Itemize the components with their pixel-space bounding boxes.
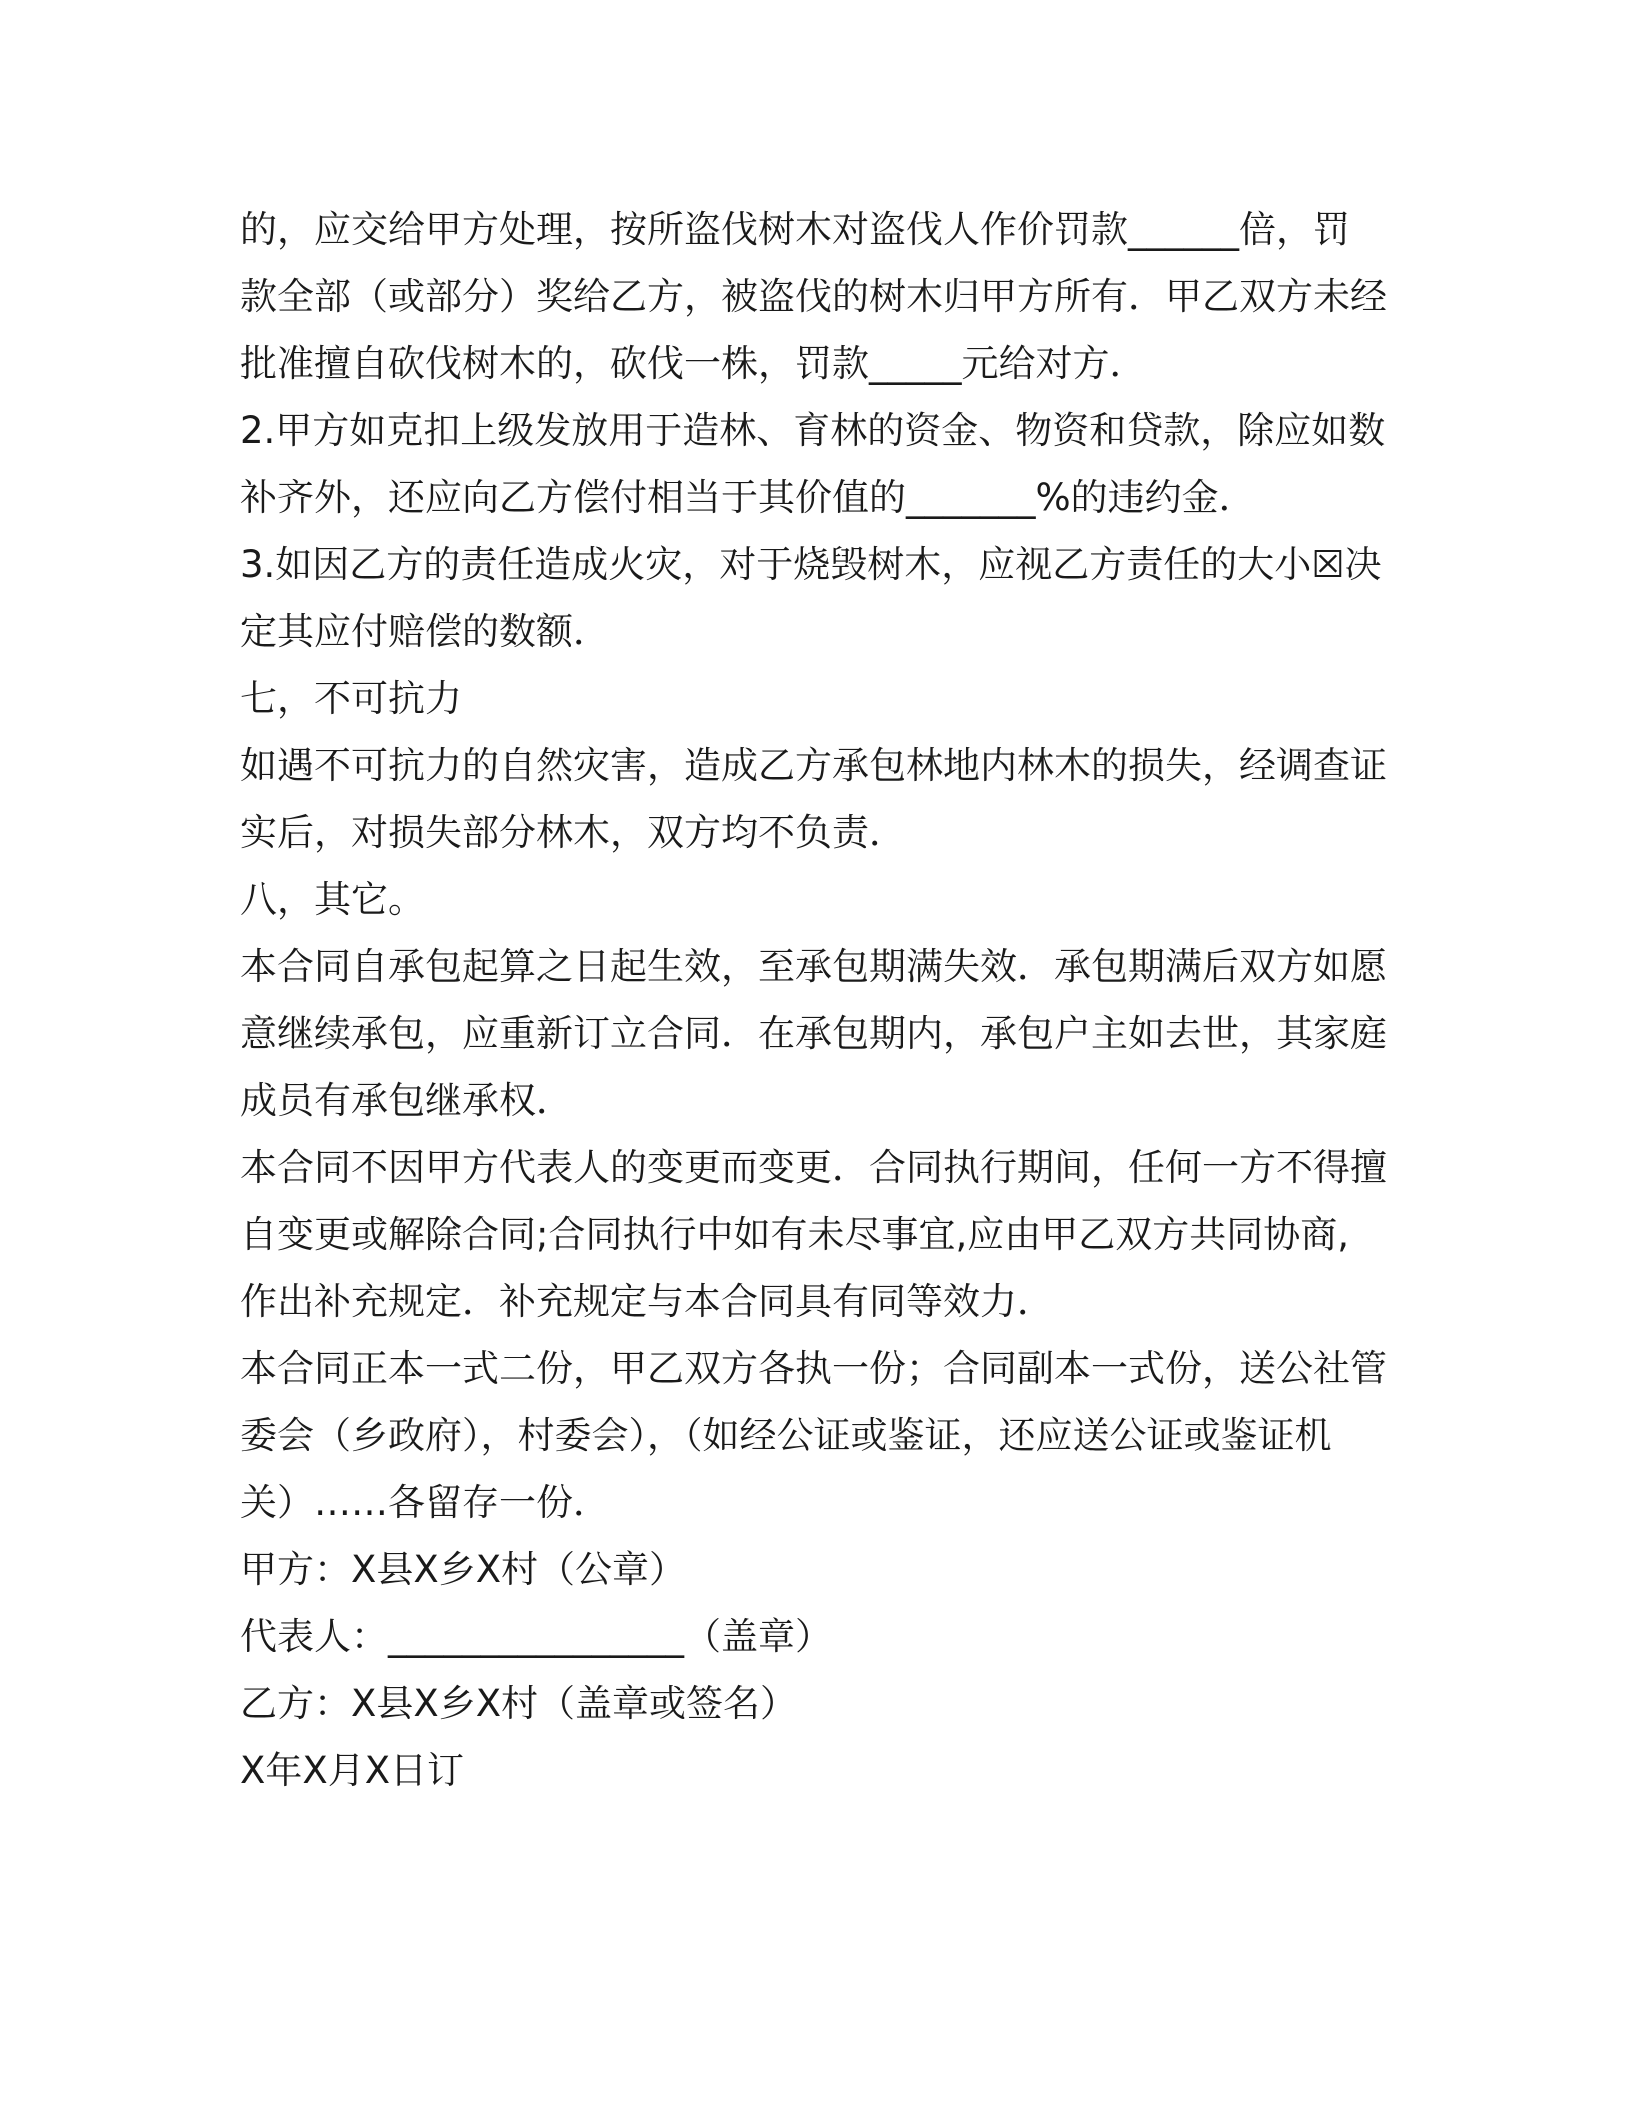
paragraph-line: 委会（乡政府），村委会），（如经公证或鉴证，还应送公证或鉴证机 [240, 1414, 1332, 1457]
party-b-line: 乙方：X县X乡X村（盖章或签名） [240, 1682, 798, 1725]
paragraph-line: 成员有承包继承权． [240, 1079, 573, 1122]
section-heading-force-majeure: 七，不可抗力 [240, 677, 462, 720]
paragraph-line: 自变更或解除合同;合同执行中如有未尽事宜,应由甲乙双方共同协商, [240, 1213, 1349, 1256]
paragraph-line: 款全部（或部分）奖给乙方，被盗伐的树木归甲方所有．甲乙双方未经 [240, 275, 1387, 318]
paragraph-line: 补齐外，还应向乙方偿付相当于其价值的_______%的违约金． [240, 476, 1256, 519]
paragraph-line: 定其应付赔偿的数额． [240, 610, 610, 653]
document-body [240, 196, 1390, 1804]
date-line: X年X月X日订 [240, 1749, 465, 1792]
paragraph-line: 本合同不因甲方代表人的变更而变更．合同执行期间，任何一方不得擅 [240, 1146, 1387, 1189]
paragraph-line: 关）……各留存一份． [240, 1481, 610, 1524]
clause-2-line: 2.甲方如克扣上级发放用于造林、育林的资金、物资和贷款，除应如数 [240, 409, 1386, 452]
party-a-line: 甲方：X县X乡X村（公章） [240, 1548, 687, 1591]
paragraph-line: 作出补充规定．补充规定与本合同具有同等效力． [240, 1280, 1054, 1323]
paragraph-line: 批准擅自砍伐树木的，砍伐一株，罚款_____元给对方． [240, 342, 1147, 385]
paragraph-line: 实后，对损失部分林木，双方均不负责． [240, 811, 906, 854]
paragraph-line: 的，应交给甲方处理，按所盗伐树木对盗伐人作价罚款______倍，罚 [240, 208, 1350, 251]
paragraph-line: 意继续承包，应重新订立合同．在承包期内，承包户主如去世，其家庭 [240, 1012, 1387, 1055]
paragraph-line: 本合同自承包起算之日起生效，至承包期满失效．承包期满后双方如愿 [240, 945, 1387, 988]
paragraph-line: 如遇不可抗力的自然灾害，造成乙方承包林地内林木的损失，经调查证 [240, 744, 1387, 787]
paragraph-line: 本合同正本一式二份，甲乙双方各执一份；合同副本一式份，送公社管 [240, 1347, 1387, 1390]
section-heading-other: 八，其它。 [240, 878, 425, 921]
clause-3-line: 3.如因乙方的责任造成火灾，对于烧毁树木，应视乙方责任的大小☒决 [240, 543, 1382, 586]
representative-line: 代表人：________________（盖章） [240, 1615, 832, 1658]
